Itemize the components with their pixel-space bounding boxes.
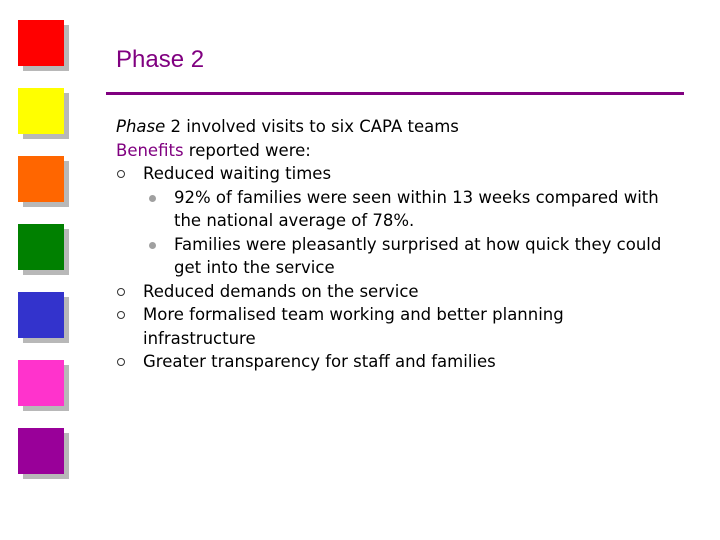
bullet-reduced-waiting bbox=[116, 162, 696, 186]
bullet-transparency bbox=[116, 350, 696, 374]
sub-bullet-92-percent bbox=[116, 186, 696, 233]
pink-square bbox=[18, 360, 64, 406]
intro-phase-word: Phase bbox=[116, 117, 166, 136]
bullet-text-line1: More formalised team working and better planning bbox=[143, 305, 564, 324]
sub-bullet-text-line1: Families were pleasantly surprised at how quick they could bbox=[174, 234, 662, 254]
hollow-circle-bullet-icon bbox=[117, 170, 125, 178]
orange-square bbox=[18, 156, 64, 202]
yellow-square bbox=[18, 88, 64, 134]
slide-title: Phase 2 bbox=[116, 46, 205, 73]
hollow-circle-bullet-icon bbox=[117, 358, 125, 366]
sub-bullet-text-line2: get into the service bbox=[174, 258, 335, 277]
benefits-rest: reported were: bbox=[188, 140, 311, 160]
intro-line bbox=[116, 115, 696, 139]
blue-square bbox=[18, 292, 64, 338]
bullet-reduced-demands bbox=[116, 280, 696, 304]
hollow-circle-bullet-icon bbox=[117, 288, 125, 296]
gray-dot-bullet-icon bbox=[149, 242, 156, 249]
intro-rest: involved visits to six CAPA teams bbox=[186, 117, 459, 136]
hollow-circle-bullet-icon bbox=[117, 311, 125, 319]
sub-bullet-families-surprised bbox=[116, 233, 696, 280]
benefits-line bbox=[116, 139, 696, 163]
title-divider bbox=[106, 92, 684, 95]
intro-phase-number: 2 bbox=[170, 117, 182, 136]
bullet-text: Reduced waiting times bbox=[143, 164, 332, 183]
bullet-text: Greater transparency for staff and families bbox=[143, 352, 496, 371]
slide-body bbox=[116, 115, 696, 374]
bullet-text-line2: infrastructure bbox=[143, 328, 256, 348]
green-square bbox=[18, 224, 64, 270]
bullet-text: Reduced demands on the service bbox=[143, 281, 419, 301]
gray-dot-bullet-icon bbox=[149, 195, 156, 202]
benefits-label: Benefits bbox=[116, 140, 184, 160]
sub-bullet-text-line1: 92% of families were seen within 13 weeks compared with bbox=[174, 187, 659, 207]
sub-bullet-text-line2: the national average of 78%. bbox=[174, 211, 415, 230]
red-square bbox=[18, 20, 64, 66]
bullet-team-working bbox=[116, 303, 696, 350]
purple-square bbox=[18, 428, 64, 474]
